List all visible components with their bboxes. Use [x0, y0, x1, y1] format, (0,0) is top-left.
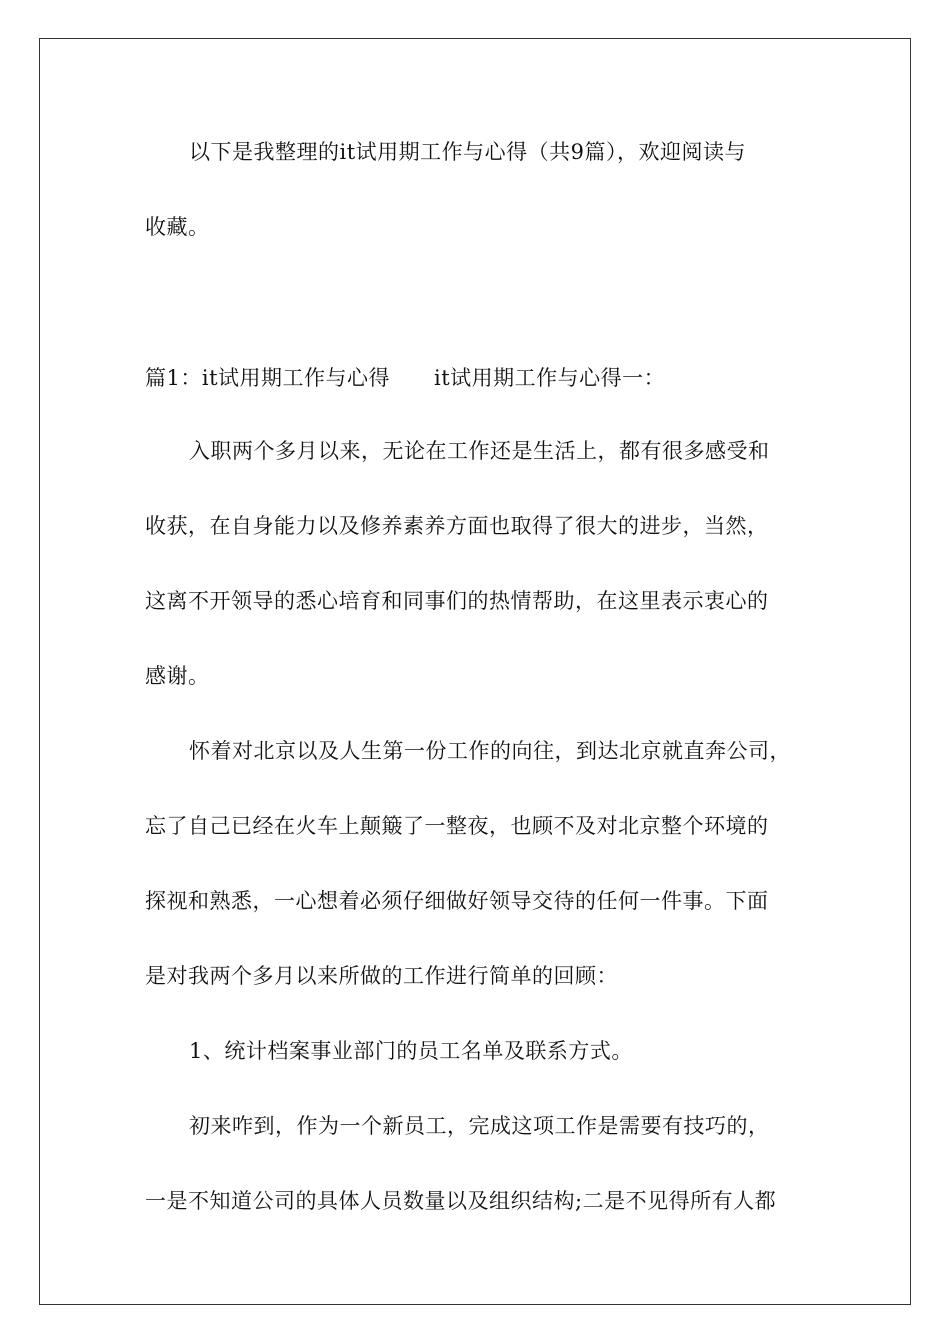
section-subtitle: it试用期工作与心得一：: [434, 366, 666, 390]
paragraph-1-line-2: 收获，在自身能力以及修养素养方面也取得了很大的进步，当然，: [145, 514, 769, 538]
intro-paragraph-line-2: 收藏。: [145, 215, 210, 239]
section-heading: [145, 364, 665, 392]
paragraph-2-line-2: 忘了自己已经在火车上颠簸了一整夜，也顾不及对北京整个环境的: [145, 814, 769, 838]
paragraph-1-line-4: 感谢。: [145, 664, 210, 688]
paragraph-2-line-4: 是对我两个多月以来所做的工作进行简单的回顾：: [145, 964, 618, 988]
section-title: 篇1：it试用期工作与心得: [145, 366, 391, 390]
intro-paragraph-line-1: 以下是我整理的it试用期工作与心得（共9篇），欢迎阅读与: [189, 140, 747, 164]
paragraph-1-line-1: 入职两个多月以来，无论在工作还是生活上，都有很多感受和: [189, 439, 770, 463]
paragraph-3-line-1: 初来咋到，作为一个新员工，完成这项工作是需要有技巧的，: [189, 1114, 770, 1138]
paragraph-3-line-2: 一是不知道公司的具体人员数量以及组织结构;二是不见得所有人都: [145, 1189, 777, 1213]
paragraph-2-line-1: 怀着对北京以及人生第一份工作的向往，到达北京就直奔公司，: [189, 739, 791, 763]
list-item-1: 1、统计档案事业部门的员工名单及联系方式。: [189, 1039, 633, 1063]
paragraph-2-line-3: 探视和熟悉，一心想着必须仔细做好领导交待的任何一件事。下面: [145, 889, 769, 913]
paragraph-1-line-3: 这离不开领导的悉心培育和同事们的热情帮助，在这里表示衷心的: [145, 589, 769, 613]
